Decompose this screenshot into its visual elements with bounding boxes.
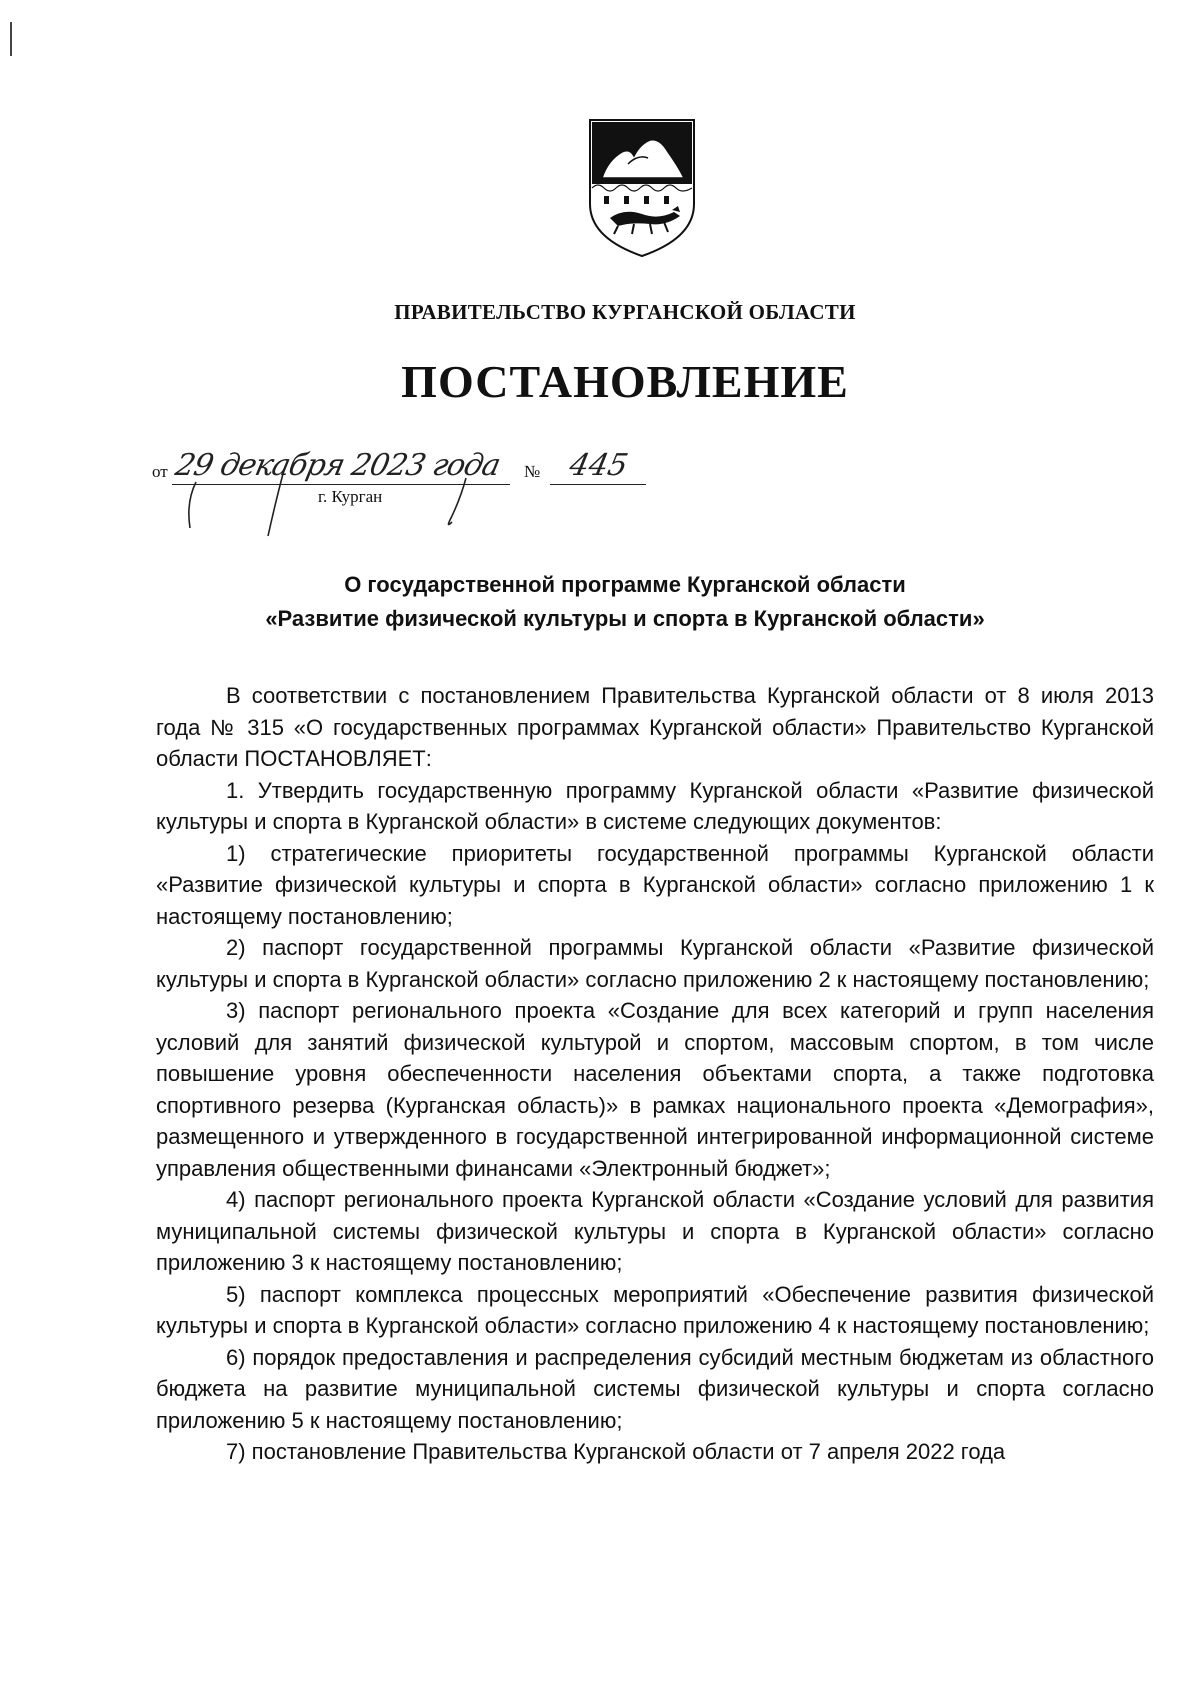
title-line-1: О государственной программе Курганской области	[344, 572, 906, 597]
organization-name: ПРАВИТЕЛЬСТВО КУРГАНСКОЙ ОБЛАСТИ	[394, 300, 856, 324]
document-body	[156, 680, 1154, 1468]
scan-edge-mark	[10, 22, 12, 56]
document-title	[0, 568, 1200, 636]
number-label: №	[524, 462, 541, 481]
title-line-2: «Развитие физической культуры и спорта в Курганской области»	[265, 606, 985, 631]
number-underline	[550, 484, 646, 485]
handwritten-number: 445	[566, 448, 631, 483]
coat-of-arms-icon	[588, 118, 696, 258]
body-paragraph: 1) стратегические приоритеты государственной программы Курганской области «Развитие физической культуры и спорта в Курганской области» согласно приложению 1 к настоящему постановлению;	[156, 840, 1154, 929]
body-paragraph: 4) паспорт регионального проекта Курганской области «Создание условий для развития муниципальной системы физической культуры и спорта в Курганской области» согласно приложению 3 к настоящему постановлению;	[156, 1187, 1154, 1275]
date-underline	[172, 484, 510, 485]
document-type: ПОСТАНОВЛЕНИЕ	[401, 356, 849, 407]
body-paragraph: 6) порядок предоставления и распределения субсидий местным бюджетам из областного бюджета на развитие муниципальной системы физической культуры и спорта согласно приложению 5 к настоящему постановлению;	[156, 1344, 1154, 1433]
body-paragraph: 7) постановление Правительства Курганской области от 7 апреля 2022 года	[226, 1439, 1006, 1464]
body-paragraph: 5) паспорт комплекса процессных мероприятий «Обеспечение развития физической культуры и спорта в Курганской области» согласно приложению 4 к настоящему постановлению;	[156, 1281, 1154, 1338]
body-paragraph: 3) паспорт регионального проекта «Создание для всех категорий и групп населения условий для занятий физической культурой и спортом, массовым спортом, в том числе повышение уровня обеспеченности населения объектами спорта, а также подготовка спортивного резерва (Курганская область)» в рамках национального проекта «Демография», размещенного и утвержденного в государственной интегрированной информационной системе управления общественными финансами «Электронный бюджет»;	[156, 998, 1154, 1181]
body-paragraph: 1. Утвердить государственную программу Курганской области «Развитие физической культуры и спорта в Курганской области» в системе следующих документов:	[156, 777, 1154, 834]
handwritten-date: 29 декабря 2023 года	[172, 448, 503, 483]
body-paragraph: 2) паспорт государственной программы Курганской области «Развитие физической культуры и спорта в Курганской области» согласно приложению 2 к настоящему постановлению;	[156, 935, 1154, 992]
date-prefix: от	[152, 462, 168, 481]
city: г. Курган	[318, 487, 383, 506]
body-paragraph: В соответствии с постановлением Правительства Курганской области от 8 июля 2013 года № 315 «О государственных программах Курганской области» Правительство Курганской области ПОСТАНОВЛЯЕТ:	[156, 683, 1154, 771]
